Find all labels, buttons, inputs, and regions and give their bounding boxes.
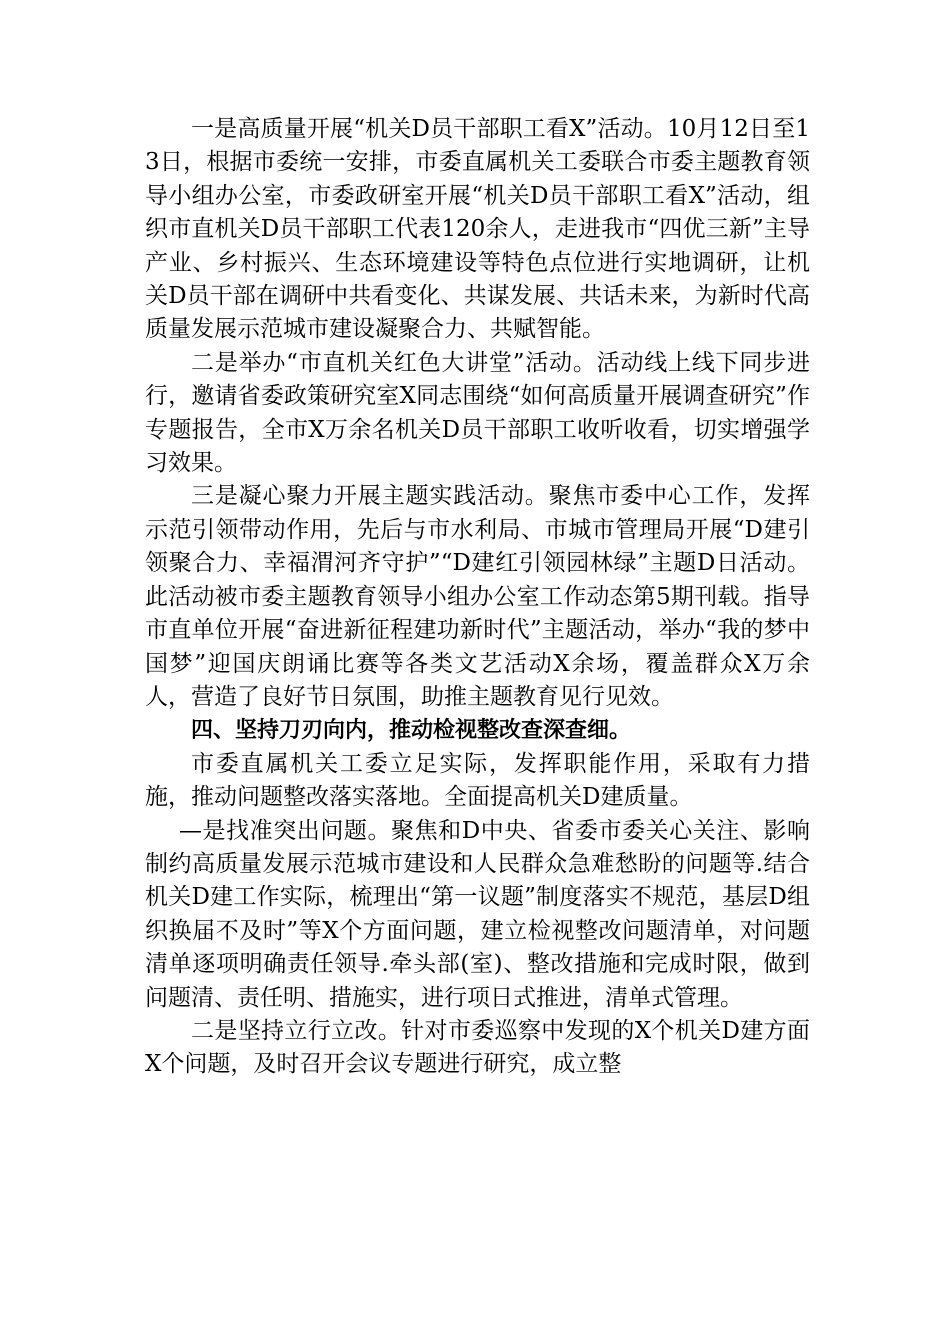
paragraph-activity-one: 一是高质量开展“机关D员干部职工看X”活动。10月12日至13日，根据市委统一安排，市委直属机关工委联合市委主题教育领导小组办公室，市委政研室开展“机关D员干部职工看X”活动，组织市直机关D员干部职工代表120余人，走进我市“四优三新”主导产业、乡村振兴、生态环境建设等特色点位进行实地调研，让机关D员干部在调研中共看变化、共谋发展、共话未来，为新时代高质量发展示范城市建设凝聚合力、共赋智能。 bbox=[145, 116, 810, 343]
paragraph-activity-three: 三是凝心聚力开展主题实践活动。聚焦市委中心工作，发挥示范引领带动作用，先后与市水利局、市城市管理局开展“D建引领聚合力、幸福渭河齐守护”“D建红引领园林绿”主题D日活动。此活动被市委主题教育领导小组办公室工作动态第5期刊载。指导市直单位开展“奋进新征程建功新时代”主题活动，举办“我的梦中国梦”迎国庆朗诵比赛等各类文艺活动X余场，覆盖群众X万余人，营造了良好节日氛围，助推主题教育见行见效。 bbox=[145, 483, 810, 710]
section-heading-four: 四、坚持刀刃向内，推动检视整改查深查细。 bbox=[191, 718, 632, 744]
paragraph-activity-two: 二是举办“市直机关红色大讲堂”活动。活动线上线下同步进行，邀请省委政策研究室X同志围绕“如何高质量开展调查研究”作专题报告，全市X万余名机关D员干部职工收听收看，切实增强学习效果。 bbox=[145, 349, 810, 477]
document-body bbox=[145, 113, 810, 1082]
paragraph-immediate-rectification: 二是坚持立行立改。针对市委巡察中发现的X个机关D建方面X个问题，及时召开会议专题进行研究，成立整 bbox=[145, 1017, 810, 1078]
paragraph-section-intro: 市委直属机关工委立足实际，发挥职能作用，采取有力措施，推动问题整改落实落地。全面提高机关D建质量。 bbox=[145, 750, 810, 811]
paragraph-find-problems: —是找准突出问题。聚焦和D中央、省委市委关心关注、影响制约高质量发展示范城市建设和人民群众急难愁盼的问题等.结合机关D建工作实际，梳理出“第一议题”制度落实不规范，基层D组织换届不及时”等X个方面问题，建立检视整改问题清单，对问题清单逐项明确责任领导.牵头部(室)、整改措施和完成时限，做到问题清、责任明、措施实，进行项日式推进，清单式管理。 bbox=[145, 817, 810, 1011]
